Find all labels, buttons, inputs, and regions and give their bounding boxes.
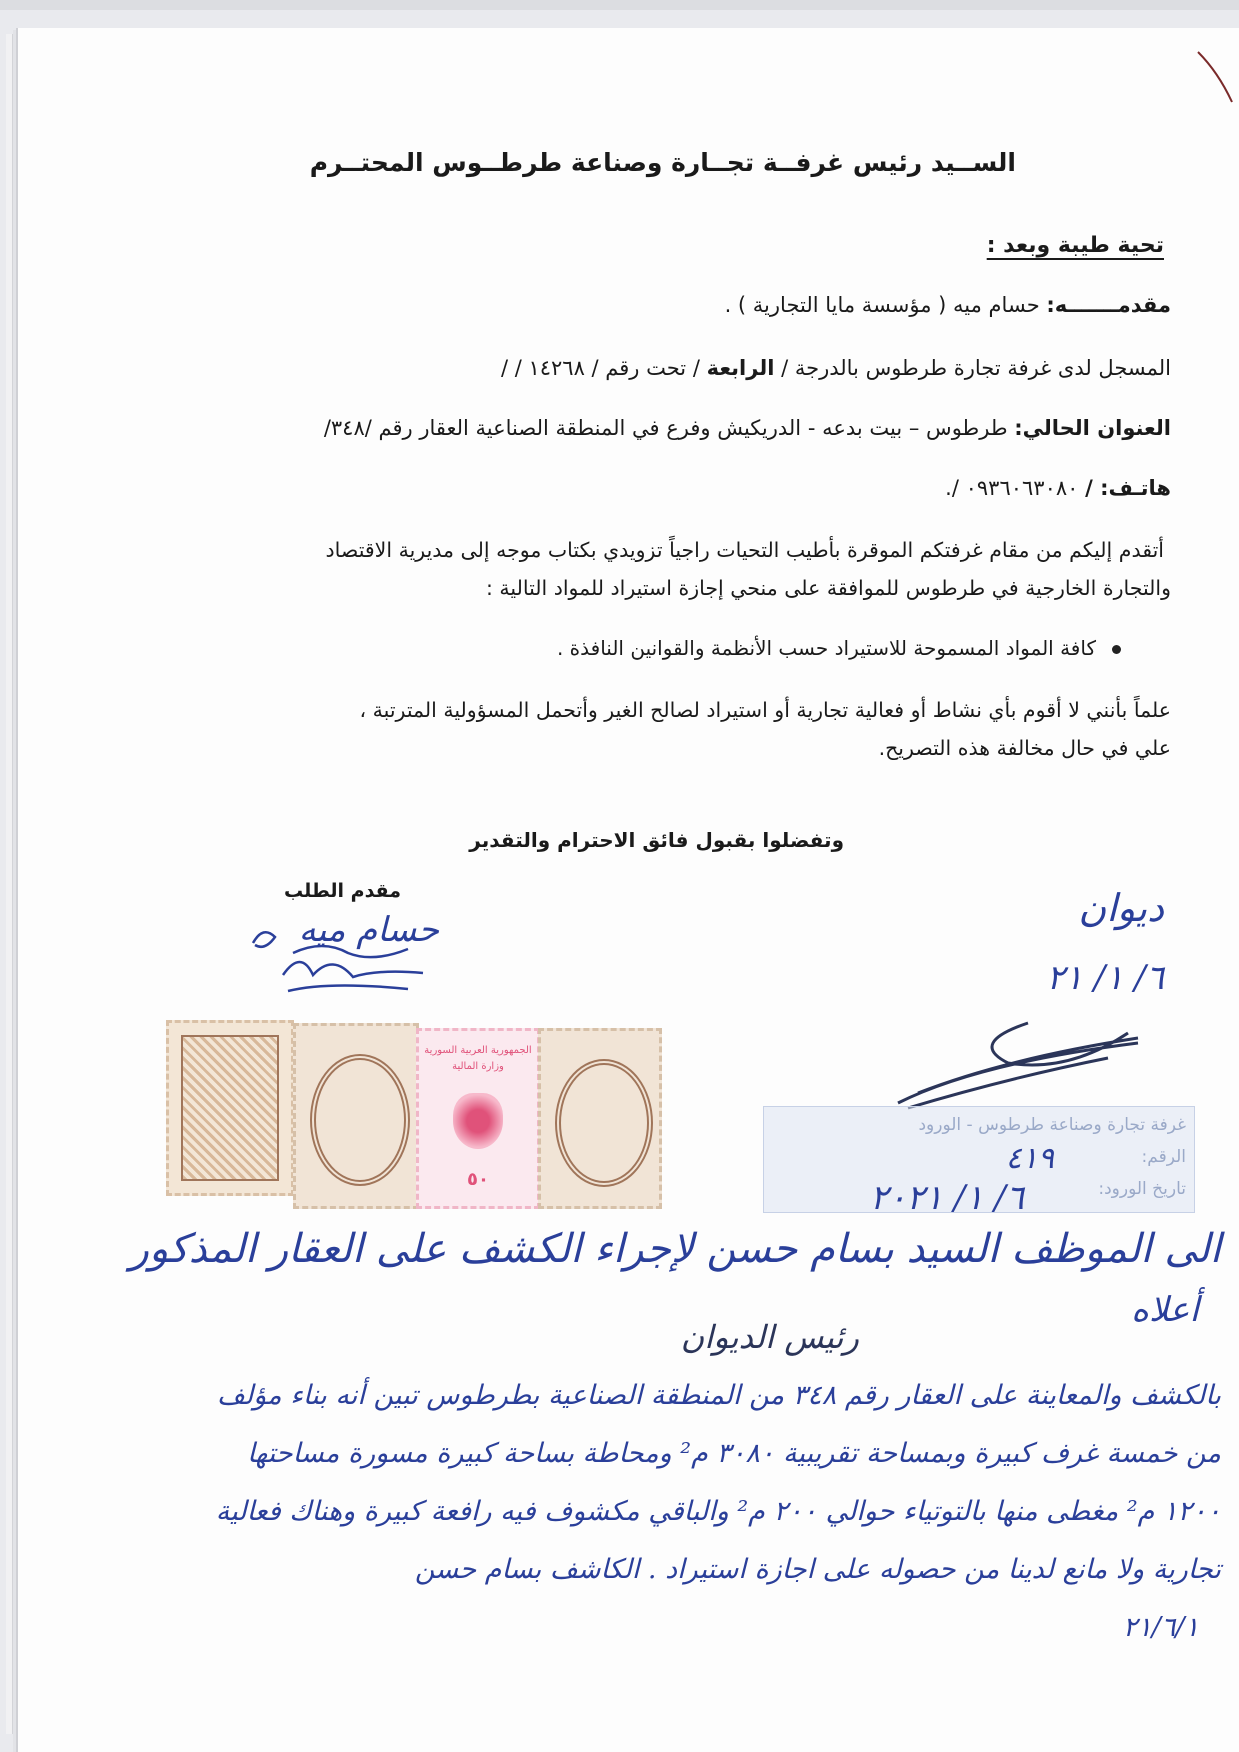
chief-signature: رئيس الديوان <box>680 1318 859 1356</box>
address-line <box>324 416 1171 440</box>
fiscal-stamp-4 <box>538 1028 662 1209</box>
fiscal-stamp-2 <box>293 1023 419 1209</box>
fiscal-stamp-1-design <box>181 1035 279 1181</box>
report-line-5: ٢١/٦/١ <box>1122 1612 1199 1643</box>
back-sheet-edge-top <box>0 0 1239 10</box>
receipt-stamp-header: غرفة تجارة وصناعة طرطوس - الورود <box>918 1115 1186 1135</box>
red-stamp-subheader: وزارة المالية <box>452 1061 504 1072</box>
assignment-line-2: أعلاه <box>1131 1290 1199 1330</box>
registration-text: المسجل لدى غرفة تجارة طرطوس بالدرجة / <box>781 356 1171 380</box>
bullet-item <box>557 636 1121 660</box>
diwan-note: ديوان <box>1078 886 1164 930</box>
address-value: طرطوس – بيت بدعه - الدريكيش وفرع في المنطقة الصناعية العقار رقم /٣٤٨/ <box>323 416 1008 440</box>
red-stamp-header: الجمهورية العربية السورية <box>424 1045 532 1056</box>
receipt-number-value: ٤١٩ <box>1005 1141 1054 1176</box>
declaration-line-1: علماً بأنني لا أقوم بأي نشاط أو فعالية تجارية أو استيراد لصالح الغير وأتحمل المسؤولية المترتبة ، <box>359 698 1171 722</box>
report-line-2: من خمسة غرف كبيرة وبمساحة تقريبية ٣٠٨٠ م² ومحاطة بساحة كبيرة مسورة مساحتها <box>247 1438 1221 1469</box>
phone-label: هاتـف: / <box>1085 476 1171 500</box>
registration-number: / تحت رقم / ١٤٢٦٨ / / <box>500 356 700 380</box>
document-page <box>18 28 1239 1752</box>
greeting: تحية طيبة وبعد : <box>986 233 1164 258</box>
phone-line <box>945 476 1171 500</box>
registration-grade: الرابعة <box>706 356 775 380</box>
bullet-dot <box>1112 645 1121 654</box>
declaration-line-2: علي في حال مخالفة هذه التصريح. <box>878 736 1171 760</box>
signature-scribble <box>243 913 443 1003</box>
bullet-text: كافة المواد المسموحة للاستيراد حسب الأنظمة والقوانين النافذة . <box>556 636 1096 660</box>
phone-value: ٠٩٣٦٠٦٣٠٨٠ /. <box>945 476 1079 500</box>
diwan-date: ٦/ ١/ ٢١ <box>1046 958 1164 998</box>
fiscal-stamp-2-seal <box>310 1054 410 1186</box>
assignment-line-1: الى الموظف السيد بسام حسن لإجراء الكشف على العقار المذكور <box>129 1226 1221 1272</box>
fiscal-stamp-1 <box>166 1020 294 1196</box>
applicant-signature: حسام ميه <box>298 910 439 950</box>
address-label: العنوان الحالي: <box>1014 416 1171 440</box>
corner-pen-mark <box>1196 48 1236 108</box>
eagle-emblem-icon <box>453 1093 503 1149</box>
registration-line <box>501 356 1171 380</box>
red-stamp-value: ٥٠ <box>467 1169 489 1190</box>
receipt-number-label: الرقم: <box>1141 1147 1186 1167</box>
applicant-line <box>725 293 1171 317</box>
fiscal-stamp-4-seal <box>555 1059 653 1187</box>
report-line-3: ١٢٠٠ م² مغطى منها بالتوتياء حوالي ٢٠٠ م² والباقي مكشوف فيه رافعة كبيرة وهناك فعالية <box>215 1496 1221 1527</box>
diwan-signature-scribble <box>878 983 1178 1123</box>
closing: وتفضلوا بقبول فائق الاحترام والتقدير <box>469 828 844 852</box>
receipt-date-label: تاريخ الورود: <box>1098 1179 1186 1199</box>
receipt-date-value: ٦/ ١/ ٢٠٢١ <box>869 1178 1024 1218</box>
body-line-2: والتجارة الخارجية في طرطوس للموافقة على منحي إجازة استيراد للمواد التالية : <box>486 576 1171 600</box>
applicant-value: حسام ميه ( مؤسسة مايا التجارية ) . <box>724 293 1040 317</box>
signatory-label: مقدم الطلب <box>284 880 401 902</box>
body-line-1: أتقدم إليكم من مقام غرفتكم الموقرة بأطيب التحيات راجياً تزويدي بكتاب موجه إلى مديرية الاقتصاد <box>325 538 1164 562</box>
back-sheet-edge-left <box>6 34 13 1734</box>
report-line-1: بالكشف والمعاينة على العقار رقم ٣٤٨ من المنطقة الصناعية بطرطوس تبين أنه بناء مؤلف <box>217 1380 1221 1411</box>
fiscal-stamp-red <box>416 1028 540 1209</box>
applicant-label: مقدمـــــــه: <box>1046 293 1171 317</box>
letter-title: الســيد رئيس غرفــة تجــارة وصناعة طرطــوس المحتــرم <box>309 148 1016 177</box>
report-line-4: تجارية ولا مانع لدينا من حصوله على اجازة استيراد . الكاشف بسام حسن <box>414 1554 1221 1585</box>
